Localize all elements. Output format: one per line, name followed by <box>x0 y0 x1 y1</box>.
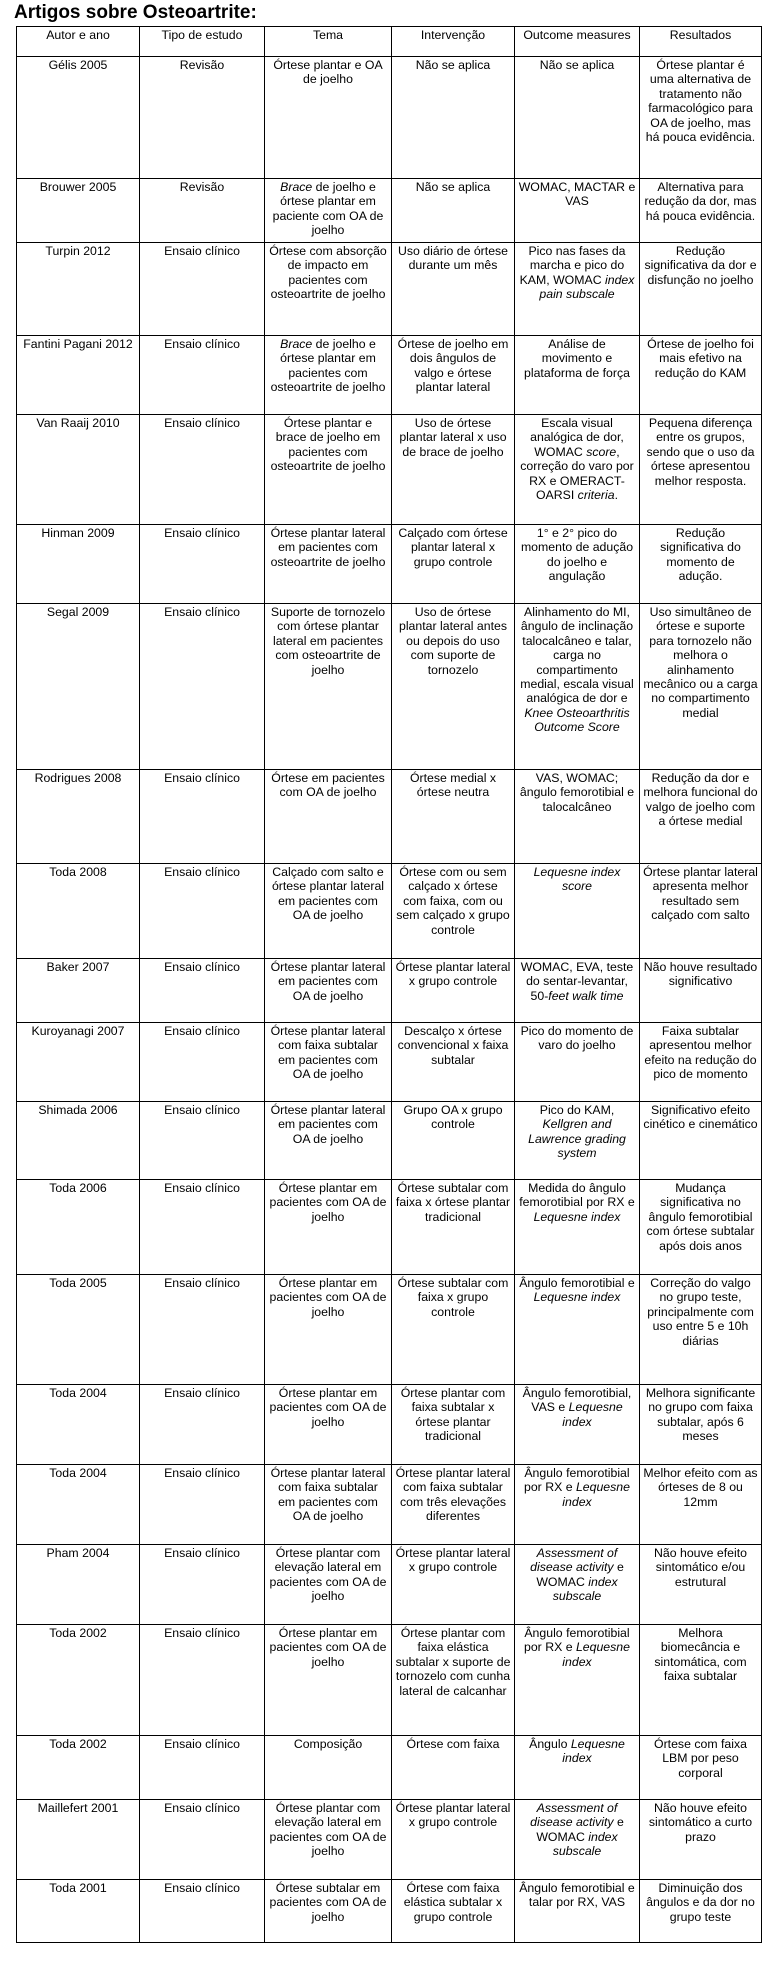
cell-intervencao <box>392 1736 515 1800</box>
text-segment: Órtese plantar lateral em pacientes com OA de joelho <box>270 960 386 1003</box>
cell-autor: Toda 2001 <box>17 1880 140 1943</box>
cell-autor: Toda 2004 <box>17 1385 140 1465</box>
cell-outcome <box>515 959 640 1023</box>
text-segment: Órtese plantar lateral x grupo controle <box>395 1546 511 1575</box>
cell-outcome <box>515 415 640 525</box>
table-row <box>17 1023 762 1102</box>
table-row <box>17 57 762 179</box>
cell-autor: Toda 2006 <box>17 1180 140 1275</box>
text-segment: Órtese plantar lateral com faixa subtalar em pacientes com OA de joelho <box>270 1466 386 1524</box>
cell-tema <box>265 1180 392 1275</box>
cell-outcome <box>515 1275 640 1385</box>
cell-tema <box>265 243 392 336</box>
cell-tipo: Ensaio clínico <box>140 1385 265 1465</box>
text-segment: Órtese subtalar com faixa x grupo controle <box>397 1276 509 1319</box>
cell-intervencao <box>392 1023 515 1102</box>
cell-intervencao <box>392 1275 515 1385</box>
text-segment: Órtese com faixa LBM por peso corporal <box>654 1737 747 1780</box>
cell-tema <box>265 1545 392 1625</box>
text-segment: Órtese plantar lateral em pacientes com osteoartrite de joelho <box>270 526 386 569</box>
text-segment: Brace <box>280 180 313 194</box>
text-segment: Redução da dor e melhora funcional do valgo de joelho com a órtese medial <box>643 771 758 829</box>
cell-autor: Brouwer 2005 <box>17 179 140 243</box>
table-row <box>17 1625 762 1736</box>
cell-resultados <box>640 1880 762 1943</box>
table-row <box>17 604 762 770</box>
table-row <box>17 1880 762 1943</box>
cell-intervencao <box>392 770 515 864</box>
text-segment: Escala visual analógica de dor, WOMAC <box>530 416 624 459</box>
text-segment: Faixa subtalar apresentou melhor efeito na redução do pico de momento <box>644 1024 757 1082</box>
cell-outcome <box>515 525 640 604</box>
cell-tema <box>265 1102 392 1180</box>
text-segment: score <box>586 444 617 459</box>
cell-outcome <box>515 179 640 243</box>
text-segment: Grupo OA x grupo controle <box>403 1103 503 1132</box>
table-row <box>17 959 762 1023</box>
cell-resultados <box>640 336 762 415</box>
cell-tipo: Ensaio clínico <box>140 1625 265 1736</box>
cell-autor: Baker 2007 <box>17 959 140 1023</box>
cell-outcome <box>515 604 640 770</box>
text-segment: Lequesne index <box>562 1400 623 1429</box>
cell-autor: Rodrigues 2008 <box>17 770 140 864</box>
text-segment: Órtese plantar lateral com faixa subtalar em pacientes com OA de joelho <box>270 1024 386 1082</box>
text-segment: Órtese com faixa elástica subtalar x grupo controle <box>403 1881 503 1924</box>
table-row <box>17 1545 762 1625</box>
cell-tipo: Ensaio clínico <box>140 336 265 415</box>
table-row <box>17 525 762 604</box>
table-row <box>17 1800 762 1880</box>
cell-tipo: Ensaio clínico <box>140 1275 265 1385</box>
header-intervencao: Intervenção <box>392 27 515 57</box>
cell-outcome <box>515 57 640 179</box>
cell-resultados <box>640 525 762 604</box>
cell-intervencao <box>392 243 515 336</box>
cell-tipo: Revisão <box>140 179 265 243</box>
text-segment: feet walk time <box>548 988 624 1003</box>
cell-tipo: Ensaio clínico <box>140 415 265 525</box>
cell-tema <box>265 1880 392 1943</box>
cell-autor: Fantini Pagani 2012 <box>17 336 140 415</box>
cell-autor: Toda 2002 <box>17 1736 140 1800</box>
text-segment: , correção do varo por RX e OMERACT-OARSI <box>520 444 634 503</box>
cell-resultados <box>640 1275 762 1385</box>
cell-outcome <box>515 864 640 959</box>
cell-autor: Toda 2002 <box>17 1625 140 1736</box>
cell-intervencao <box>392 1625 515 1736</box>
cell-tipo: Revisão <box>140 57 265 179</box>
text-segment: Órtese plantar com faixa elástica subtalar x suporte de tornozelo com cunha lateral de calcanhar <box>395 1626 511 1698</box>
cell-tipo: Ensaio clínico <box>140 1800 265 1880</box>
cell-tema <box>265 1465 392 1545</box>
text-segment: Correção do valgo no grupo teste, principalmente com uso entre 5 e 10h diárias <box>647 1276 754 1348</box>
text-segment: Ângulo femorotibial e <box>519 1276 635 1290</box>
text-segment: Órtese plantar lateral apresenta melhor resultado sem calçado com salto <box>643 865 758 923</box>
cell-autor: Toda 2008 <box>17 864 140 959</box>
text-segment: . <box>614 488 618 503</box>
cell-resultados <box>640 243 762 336</box>
cell-tipo: Ensaio clínico <box>140 770 265 864</box>
text-segment: Calçado com órtese plantar lateral x grupo controle <box>398 526 508 569</box>
text-segment: Não houve efeito sintomático a curto prazo <box>648 1801 753 1844</box>
table-row <box>17 1180 762 1275</box>
text-segment: Ângulo <box>529 1737 571 1751</box>
text-segment: Suporte de tornozelo com órtese plantar lateral em pacientes com osteoartrite de joelho <box>270 605 386 677</box>
text-segment: Alternativa para redução da dor, mas há pouca evidência. <box>644 180 757 223</box>
text-segment: Uso de órtese plantar lateral x uso de brace de joelho <box>399 416 507 459</box>
text-segment: Knee Osteoarthritis Outcome Score <box>524 705 630 735</box>
cell-intervencao <box>392 1465 515 1545</box>
cell-tipo: Ensaio clínico <box>140 1736 265 1800</box>
cell-tema <box>265 1275 392 1385</box>
cell-resultados <box>640 604 762 770</box>
text-segment: Significativo efeito cinético e cinemático <box>643 1103 758 1132</box>
text-segment: Descalço x órtese convencional x faixa subtalar <box>397 1024 509 1067</box>
text-segment: Redução significativa do momento de adução. <box>660 526 741 584</box>
text-segment: Órtese subtalar em pacientes com OA de joelho <box>269 1881 387 1924</box>
text-segment: Órtese subtalar com faixa x órtese plantar tradicional <box>395 1181 511 1224</box>
cell-autor: Toda 2005 <box>17 1275 140 1385</box>
text-segment: Órtese plantar em pacientes com OA de joelho <box>269 1386 387 1429</box>
text-segment: Órtese de joelho foi mais efetivo na redução do KAM <box>647 337 754 380</box>
text-segment: Não se aplica <box>415 180 491 194</box>
text-segment: criteria <box>577 488 615 503</box>
cell-tema <box>265 1023 392 1102</box>
cell-autor: Kuroyanagi 2007 <box>17 1023 140 1102</box>
text-segment: index subscale <box>552 1829 618 1859</box>
header-tipo: Tipo de estudo <box>140 27 265 57</box>
cell-intervencao <box>392 1102 515 1180</box>
cell-resultados <box>640 1625 762 1736</box>
text-segment: Kellgren and Lawrence grading system <box>528 1117 626 1161</box>
text-segment: WOMAC, EVA, teste do sentar-levantar, 50- <box>520 960 634 1003</box>
cell-tema <box>265 1385 392 1465</box>
cell-tema <box>265 1625 392 1736</box>
text-segment: Órtese plantar em pacientes com OA de joelho <box>269 1181 387 1224</box>
cell-tipo: Ensaio clínico <box>140 959 265 1023</box>
cell-outcome <box>515 770 640 864</box>
cell-outcome <box>515 1023 640 1102</box>
text-segment: Órtese medial x órtese neutra <box>409 771 497 800</box>
text-segment: Órtese de joelho em dois ângulos de valgo e órtese plantar lateral <box>397 337 509 395</box>
cell-resultados <box>640 1385 762 1465</box>
text-segment: Brace <box>280 337 313 351</box>
text-segment: Lequesne index <box>533 1290 621 1305</box>
text-segment: Órtese em pacientes com OA de joelho <box>271 771 385 800</box>
cell-autor: Hinman 2009 <box>17 525 140 604</box>
table-row <box>17 179 762 243</box>
cell-tema <box>265 57 392 179</box>
text-segment: Órtese com faixa <box>406 1737 500 1751</box>
cell-tipo: Ensaio clínico <box>140 1545 265 1625</box>
cell-resultados <box>640 1180 762 1275</box>
cell-intervencao <box>392 1180 515 1275</box>
text-segment: Lequesne index <box>562 1737 625 1766</box>
cell-intervencao <box>392 1545 515 1625</box>
cell-intervencao <box>392 864 515 959</box>
text-segment: Ângulo femorotibial por RX e <box>524 1466 630 1495</box>
cell-resultados <box>640 864 762 959</box>
cell-tipo: Ensaio clínico <box>140 1023 265 1102</box>
table-row <box>17 1736 762 1800</box>
text-segment: Uso diário de órtese durante um mês <box>397 244 509 273</box>
cell-intervencao <box>392 525 515 604</box>
text-segment: Não houve efeito sintomático e/ou estrutural <box>654 1546 747 1589</box>
cell-autor: Shimada 2006 <box>17 1102 140 1180</box>
text-segment: Redução significativa da dor e disfunção no joelho <box>644 244 757 287</box>
cell-autor: Toda 2004 <box>17 1465 140 1545</box>
text-segment: Análise de movimento e plataforma de força <box>524 337 630 380</box>
cell-outcome <box>515 336 640 415</box>
text-segment: Pico do KAM, <box>539 1103 615 1117</box>
text-segment: Lequesne index <box>533 1209 621 1224</box>
table-row <box>17 1102 762 1180</box>
text-segment: Pequena diferença entre os grupos, sendo que o uso da órtese apresentou melhor resposta. <box>646 416 755 488</box>
text-segment: Pico nas fases da marcha e pico do KAM, WOMAC <box>519 244 626 287</box>
text-segment: Órtese plantar lateral x grupo controle <box>395 1801 511 1830</box>
text-segment: Órtese plantar lateral x grupo controle <box>395 960 511 989</box>
text-segment: Alinhamento do MI, ângulo de inclinação talocalcâneo e talar, carga no compartimento medial, escala visual analógica de dor e <box>520 605 634 706</box>
text-segment: Diminuição dos ângulos e da dor no grupo teste <box>646 1881 755 1924</box>
cell-intervencao <box>392 604 515 770</box>
text-segment: Melhora biomecância e sintomática, com faixa subtalar <box>654 1626 747 1684</box>
text-segment: Não se aplica <box>415 58 491 72</box>
cell-resultados <box>640 57 762 179</box>
text-segment: Melhor efeito com as órteses de 8 ou 12mm <box>643 1466 758 1509</box>
text-segment: Órtese plantar lateral em pacientes com OA de joelho <box>270 1103 386 1146</box>
table-row <box>17 1465 762 1545</box>
cell-tipo: Ensaio clínico <box>140 1180 265 1275</box>
text-segment: Melhora significante no grupo com faixa subtalar, após 6 meses <box>645 1386 756 1444</box>
text-segment: Uso de órtese plantar lateral antes ou depois do uso com suporte de tornozelo <box>398 605 507 677</box>
table-row <box>17 243 762 336</box>
cell-tipo: Ensaio clínico <box>140 243 265 336</box>
cell-intervencao <box>392 1800 515 1880</box>
cell-tema <box>265 959 392 1023</box>
cell-tema <box>265 336 392 415</box>
cell-intervencao <box>392 959 515 1023</box>
cell-tipo: Ensaio clínico <box>140 1465 265 1545</box>
page-title: Artigos sobre Osteoartrite: <box>14 2 257 23</box>
cell-intervencao <box>392 415 515 525</box>
text-segment: Lequesne index <box>562 1480 630 1509</box>
cell-autor: Gélis 2005 <box>17 57 140 179</box>
text-segment: VAS, WOMAC; ângulo femorotibial e talocalcâneo <box>519 771 635 814</box>
cell-resultados <box>640 1102 762 1180</box>
text-segment: Lequesne index score <box>533 865 621 894</box>
text-segment: Ângulo femorotibial, VAS e <box>522 1386 632 1415</box>
text-segment: Composição <box>293 1737 363 1751</box>
osteoarthritis-articles-table <box>16 26 762 1943</box>
cell-tema <box>265 864 392 959</box>
table-row <box>17 336 762 415</box>
text-segment: Ângulo femorotibial e talar por RX, VAS <box>519 1881 635 1910</box>
text-segment: e WOMAC <box>536 1815 624 1844</box>
cell-intervencao <box>392 179 515 243</box>
text-segment: de joelho e órtese plantar em pacientes com osteoartrite de joelho <box>270 337 386 395</box>
header-autor: Autor e ano <box>17 27 140 57</box>
text-segment: de joelho e órtese plantar em paciente com OA de joelho <box>272 180 384 238</box>
text-segment: Mudança significativa no ângulo femorotibial com órtese subtalar após dois anos <box>646 1181 755 1253</box>
text-segment: Órtese com ou sem calçado x órtese com faixa, com ou sem calçado x grupo controle <box>396 865 510 937</box>
cell-autor: Turpin 2012 <box>17 243 140 336</box>
text-segment: Órtese plantar com elevação lateral em pacientes com OA de joelho <box>269 1801 387 1859</box>
text-segment: Uso simultâneo de órtese e suporte para tornozelo não melhora o alinhamento mecânico ou a carga no compartimento medial <box>643 605 758 720</box>
header-resultados: Resultados <box>640 27 762 57</box>
cell-outcome <box>515 1625 640 1736</box>
cell-resultados <box>640 959 762 1023</box>
text-segment: Órtese plantar em pacientes com OA de joelho <box>269 1626 387 1669</box>
table-row <box>17 864 762 959</box>
cell-intervencao <box>392 57 515 179</box>
cell-outcome <box>515 1545 640 1625</box>
cell-resultados <box>640 1800 762 1880</box>
text-segment: Órtese plantar lateral com faixa subtalar com três elevações diferentes <box>395 1466 511 1524</box>
text-segment: Medida do ângulo femorotibial por RX e <box>519 1181 635 1210</box>
text-segment: Ângulo femorotibial por RX e <box>524 1626 630 1655</box>
cell-resultados <box>640 179 762 243</box>
cell-tema <box>265 179 392 243</box>
cell-tema <box>265 1800 392 1880</box>
text-segment: Órtese com absorção de impacto em pacientes com osteoartrite de joelho <box>269 244 387 302</box>
text-segment: WOMAC, MACTAR e VAS <box>518 180 636 209</box>
text-segment: Assessment of disease activity <box>530 1546 618 1575</box>
text-segment: index subscale <box>552 1574 618 1604</box>
header-tema: Tema <box>265 27 392 57</box>
text-segment: Pico do momento de varo do joelho <box>520 1024 634 1053</box>
table-row <box>17 1385 762 1465</box>
text-segment: Lequesne index <box>562 1640 630 1669</box>
text-segment: Assessment of disease activity <box>530 1801 618 1830</box>
cell-outcome <box>515 1880 640 1943</box>
text-segment: Órtese plantar com faixa subtalar x órtese plantar tradicional <box>400 1386 506 1444</box>
table-row <box>17 415 762 525</box>
cell-autor: Van Raaij 2010 <box>17 415 140 525</box>
cell-tema <box>265 770 392 864</box>
cell-resultados <box>640 770 762 864</box>
cell-outcome <box>515 1385 640 1465</box>
cell-tema <box>265 604 392 770</box>
table-row <box>17 770 762 864</box>
text-segment: 1° e 2° pico do momento de adução do joelho e angulação <box>520 526 634 584</box>
cell-resultados <box>640 1465 762 1545</box>
cell-resultados <box>640 1736 762 1800</box>
text-segment: index pain subscale <box>539 272 635 302</box>
text-segment: Órtese plantar com elevação lateral em pacientes com OA de joelho <box>269 1546 387 1604</box>
cell-tema <box>265 1736 392 1800</box>
cell-outcome <box>515 243 640 336</box>
cell-tema <box>265 415 392 525</box>
text-segment: e WOMAC <box>536 1560 624 1589</box>
text-segment: Órtese plantar e brace de joelho em pacientes com osteoartrite de joelho <box>270 416 386 474</box>
cell-autor: Pham 2004 <box>17 1545 140 1625</box>
text-segment: Não houve resultado significativo <box>643 960 758 989</box>
cell-tipo: Ensaio clínico <box>140 864 265 959</box>
cell-outcome <box>515 1800 640 1880</box>
cell-tipo: Ensaio clínico <box>140 604 265 770</box>
cell-intervencao <box>392 336 515 415</box>
cell-intervencao <box>392 1880 515 1943</box>
text-segment: Não se aplica <box>539 58 615 72</box>
cell-resultados <box>640 1023 762 1102</box>
cell-resultados <box>640 415 762 525</box>
header-outcome: Outcome measures <box>515 27 640 57</box>
text-segment: Órtese plantar é uma alternativa de tratamento não farmacológico para OA de joelho, mas há pouca evidência. <box>645 58 756 145</box>
cell-resultados <box>640 1545 762 1625</box>
cell-tipo: Ensaio clínico <box>140 525 265 604</box>
cell-outcome <box>515 1736 640 1800</box>
cell-outcome <box>515 1102 640 1180</box>
cell-outcome <box>515 1180 640 1275</box>
cell-tipo: Ensaio clínico <box>140 1102 265 1180</box>
cell-autor: Maillefert 2001 <box>17 1800 140 1880</box>
cell-autor: Segal 2009 <box>17 604 140 770</box>
cell-tema <box>265 525 392 604</box>
text-segment: Calçado com salto e órtese plantar lateral em pacientes com OA de joelho <box>271 865 385 923</box>
text-segment: Órtese plantar e OA de joelho <box>273 58 383 87</box>
table-row <box>17 1275 762 1385</box>
cell-outcome <box>515 1465 640 1545</box>
cell-tipo: Ensaio clínico <box>140 1880 265 1943</box>
cell-intervencao <box>392 1385 515 1465</box>
text-segment: Órtese plantar em pacientes com OA de joelho <box>269 1276 387 1319</box>
table-header-row <box>17 27 762 57</box>
